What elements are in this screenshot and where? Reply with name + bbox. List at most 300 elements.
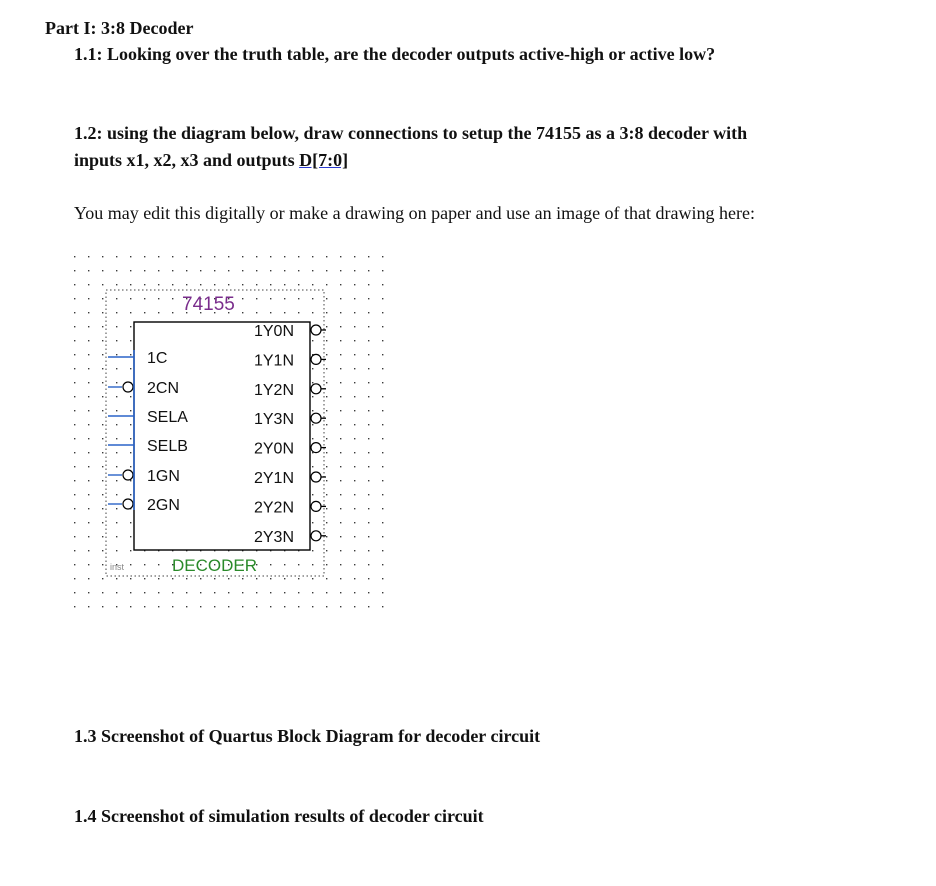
grid-dot [130,298,131,299]
grid-dot [270,284,271,285]
grid-dot [186,592,187,593]
grid-dot [130,326,131,327]
grid-dot [326,340,327,341]
grid-dot [158,312,159,313]
grid-dot [326,452,327,453]
grid-dot [200,256,201,257]
grid-dot [102,312,103,313]
grid-dot [102,592,103,593]
grid-dot [102,564,103,565]
grid-dot [340,606,341,607]
grid-dot [368,578,369,579]
output-pin-label: 2Y0N [253,440,294,458]
input-pin-label: 2CN [147,380,180,397]
decoder-diagram [68,246,390,616]
grid-dot [102,382,103,383]
grid-dot [74,550,75,551]
grid-dot [382,550,383,551]
grid-dot [326,298,327,299]
grid-dot [382,396,383,397]
grid-dot [116,508,117,509]
grid-dot [102,368,103,369]
grid-dot [368,312,369,313]
grid-dot [116,480,117,481]
grid-dot [382,466,383,467]
grid-dot [172,312,173,313]
grid-dot [284,578,285,579]
grid-dot [382,480,383,481]
grid-dot [130,410,131,411]
grid-dot [256,284,257,285]
grid-dot [242,256,243,257]
grid-dot [102,410,103,411]
grid-dot [116,270,117,271]
grid-dot [354,410,355,411]
input-pin-label: 2GN [147,497,180,514]
grid-dot [284,270,285,271]
grid-dot [74,536,75,537]
grid-dot [326,466,327,467]
grid-dot [116,284,117,285]
grid-dot [382,508,383,509]
inversion-bubble [311,384,321,394]
grid-dot [88,606,89,607]
grid-dot [312,494,313,495]
grid-dot [102,606,103,607]
grid-dot [326,578,327,579]
grid-dot [102,354,103,355]
grid-dot [200,606,201,607]
grid-dot [368,326,369,327]
grid-dot [354,298,355,299]
grid-dot [340,340,341,341]
grid-dot [382,312,383,313]
grid-dot [340,312,341,313]
grid-dot [116,592,117,593]
grid-dot [326,410,327,411]
grid-dot [144,298,145,299]
grid-dot [116,326,117,327]
question-1-2-prefix: inputs x1, x2, x3 and outputs [74,150,300,170]
grid-dot [88,536,89,537]
grid-dot [116,438,117,439]
grid-dot [74,508,75,509]
grid-dot [130,256,131,257]
grid-dot [130,536,131,537]
grid-dot [116,410,117,411]
grid-dot [88,312,89,313]
question-1-3: 1.3 Screenshot of Quartus Block Diagram for decoder circuit [74,726,541,746]
input-pin-label: 1GN [147,468,180,485]
grid-dot [158,592,159,593]
grid-dot [354,550,355,551]
grid-dot [88,270,89,271]
grid-dot [326,256,327,257]
grid-dot [88,424,89,425]
grid-dot [172,592,173,593]
grid-dot [326,550,327,551]
grid-dot [74,578,75,579]
grid-dot [270,606,271,607]
grid-dot [130,284,131,285]
grid-dot [74,270,75,271]
output-pin-label: 1Y0N [253,323,294,340]
grid-dot [74,564,75,565]
grid-dot [200,592,201,593]
grid-dot [298,298,299,299]
grid-dot [242,284,243,285]
grid-dot [354,438,355,439]
grid-dot [382,284,383,285]
grid-dot [312,424,313,425]
grid-dot [284,256,285,257]
grid-dot [228,578,229,579]
grid-dot [354,564,355,565]
grid-dot [382,564,383,565]
grid-dot [214,256,215,257]
grid-dot [340,564,341,565]
grid-dot [354,354,355,355]
grid-dot [312,410,313,411]
grid-dot [102,326,103,327]
grid-dot [326,354,327,355]
grid-dot [116,382,117,383]
grid-dot [368,494,369,495]
grid-dot [158,284,159,285]
output-pin-label: 1Y3N [253,411,294,429]
grid-dot [74,326,75,327]
grid-dot [74,284,75,285]
grid-dot [256,606,257,607]
input-pin-label: 1C [147,350,168,367]
grid-dot [158,298,159,299]
grid-dot [130,522,131,523]
grid-dot [74,312,75,313]
grid-dot [354,494,355,495]
grid-dot [354,508,355,509]
grid-dot [144,592,145,593]
grid-dot [116,452,117,453]
grid-dot [340,298,341,299]
grid-dot [312,312,313,313]
grid-dot [382,606,383,607]
grid-dot [130,578,131,579]
output-pin-label: 1Y1N [253,352,294,370]
grid-dot [368,606,369,607]
grid-dot [144,578,145,579]
grid-dot [102,452,103,453]
grid-dot [284,298,285,299]
grid-dot [368,410,369,411]
instance-label: inst [110,562,125,572]
grid-dot [326,564,327,565]
grid-dot [74,452,75,453]
grid-dot [88,592,89,593]
grid-dot [116,298,117,299]
grid-dot [340,396,341,397]
grid-dot [284,284,285,285]
question-1-2-line1: 1.2: using the diagram below, draw connections to setup the 74155 as a 3:8 decoder with [74,123,748,143]
grid-dot [326,536,327,537]
grid-dot [312,592,313,593]
grid-dot [368,396,369,397]
grid-dot [312,578,313,579]
grid-dot [102,340,103,341]
grid-dot [130,466,131,467]
grid-dot [144,312,145,313]
grid-dot [354,578,355,579]
grid-dot [116,494,117,495]
grid-dot [340,578,341,579]
grid-dot [158,564,159,565]
grid-dot [256,270,257,271]
grid-dot [242,298,243,299]
grid-dot [102,466,103,467]
inversion-bubble [311,443,321,453]
inversion-bubble [123,499,133,509]
grid-dot [340,480,341,481]
grid-dot [102,480,103,481]
grid-dot [354,522,355,523]
grid-dot [298,564,299,565]
grid-dot [102,494,103,495]
grid-dot [368,592,369,593]
grid-dot [88,578,89,579]
grid-dot [256,256,257,257]
grid-dot [74,494,75,495]
grid-dot [88,298,89,299]
grid-dot [368,354,369,355]
grid-dot [382,438,383,439]
grid-dot [130,480,131,481]
grid-dot [382,354,383,355]
grid-dot [130,340,131,341]
grid-dot [312,298,313,299]
grid-dot [326,270,327,271]
grid-dot [200,578,201,579]
grid-dot [74,438,75,439]
inversion-bubble [311,472,321,482]
grid-dot [340,270,341,271]
grid-dot [130,354,131,355]
grid-dot [312,606,313,607]
grid-dot [74,368,75,369]
grid-dot [242,270,243,271]
grid-dot [74,480,75,481]
inversion-bubble [311,354,321,364]
grid-dot [102,522,103,523]
grid-dot [130,368,131,369]
grid-dot [88,480,89,481]
grid-dot [368,452,369,453]
grid-dot [102,550,103,551]
grid-dot [354,340,355,341]
grid-dot [200,284,201,285]
grid-dot [88,494,89,495]
decoder-type-label: DECODER [172,556,258,575]
grid-dot [158,270,159,271]
grid-dot [382,522,383,523]
grid-dot [326,508,327,509]
grid-dot [116,340,117,341]
grid-dot [354,536,355,537]
grid-dot [340,466,341,467]
grid-dot [326,396,327,397]
grid-dot [144,256,145,257]
grid-dot [144,606,145,607]
grid-dot [88,466,89,467]
grid-dot [88,368,89,369]
grid-dot [186,578,187,579]
grid-dot [354,396,355,397]
grid-dot [214,270,215,271]
grid-dot [228,270,229,271]
question-1-4: 1.4 Screenshot of simulation results of decoder circuit [74,806,484,826]
grid-dot [130,396,131,397]
grid-dot [270,592,271,593]
grid-dot [88,284,89,285]
grid-dot [340,452,341,453]
grid-dot [172,606,173,607]
grid-dot [130,606,131,607]
grid-dot [312,340,313,341]
grid-dot [326,382,327,383]
grid-dot [158,578,159,579]
grid-dot [214,592,215,593]
grid-dot [312,382,313,383]
grid-dot [88,326,89,327]
grid-dot [340,536,341,537]
grid-dot [144,564,145,565]
grid-dot [368,550,369,551]
grid-dot [228,284,229,285]
grid-dot [298,312,299,313]
grid-dot [242,606,243,607]
grid-dot [340,438,341,439]
grid-dot [88,522,89,523]
grid-dot [116,466,117,467]
grid-dot [88,256,89,257]
grid-dot [382,410,383,411]
grid-dot [368,382,369,383]
grid-dot [354,312,355,313]
grid-dot [326,592,327,593]
grid-dot [312,270,313,271]
grid-dot [214,578,215,579]
grid-dot [326,438,327,439]
grid-dot [312,522,313,523]
grid-dot [242,592,243,593]
grid-dot [74,340,75,341]
grid-dot [312,438,313,439]
grid-dot [354,466,355,467]
grid-dot [270,564,271,565]
grid-dot [382,326,383,327]
grid-dot [256,578,257,579]
grid-dot [284,592,285,593]
grid-dot [116,368,117,369]
grid-dot [74,410,75,411]
grid-dot [382,368,383,369]
grid-dot [354,270,355,271]
grid-dot [116,550,117,551]
grid-dot [74,382,75,383]
grid-dot [256,298,257,299]
output-pin-label: 2Y1N [253,470,294,487]
grid-dot [130,564,131,565]
grid-dot [354,480,355,481]
grid-dot [368,466,369,467]
grid-dot [382,270,383,271]
grid-dot [228,256,229,257]
grid-dot [130,550,131,551]
grid-dot [88,452,89,453]
grid-dot [382,452,383,453]
grid-dot [326,494,327,495]
grid-dot [368,424,369,425]
grid-dot [326,368,327,369]
grid-dot [102,578,103,579]
grid-dot [340,494,341,495]
grid-dot [340,256,341,257]
inversion-bubble [311,531,321,541]
inversion-bubble [311,501,321,511]
grid-dot [116,256,117,257]
grid-dot [214,606,215,607]
grid-dot [102,396,103,397]
grid-dot [312,284,313,285]
grid-dot [368,480,369,481]
grid-dot [382,424,383,425]
grid-dot [340,382,341,383]
grid-dot [368,368,369,369]
question-1-2-line2 [74,150,348,171]
grid-dot [102,270,103,271]
grid-dot [186,606,187,607]
grid-dot [340,592,341,593]
grid-dot [368,564,369,565]
inversion-bubble [123,382,133,392]
grid-dot [144,284,145,285]
grid-dot [368,270,369,271]
grid-dot [130,424,131,425]
grid-dot [340,326,341,327]
grid-dot [102,284,103,285]
grid-dot [144,270,145,271]
grid-dot [130,270,131,271]
grid-dot [270,312,271,313]
grid-dot [74,466,75,467]
grid-dot [74,298,75,299]
inversion-bubble [123,470,133,480]
outputs-reference: D[7:0] [299,150,349,170]
grid-dot [326,480,327,481]
grid-dot [200,270,201,271]
grid-dot [88,382,89,383]
grid-dot [102,536,103,537]
grid-dot [102,508,103,509]
grid-dot [354,606,355,607]
grid-dot [186,270,187,271]
grid-dot [354,452,355,453]
grid-dot [312,256,313,257]
inversion-bubble [311,325,321,335]
grid-dot [340,508,341,509]
grid-dot [242,312,243,313]
grid-dot [368,508,369,509]
grid-dot [186,256,187,257]
grid-dot [130,592,131,593]
